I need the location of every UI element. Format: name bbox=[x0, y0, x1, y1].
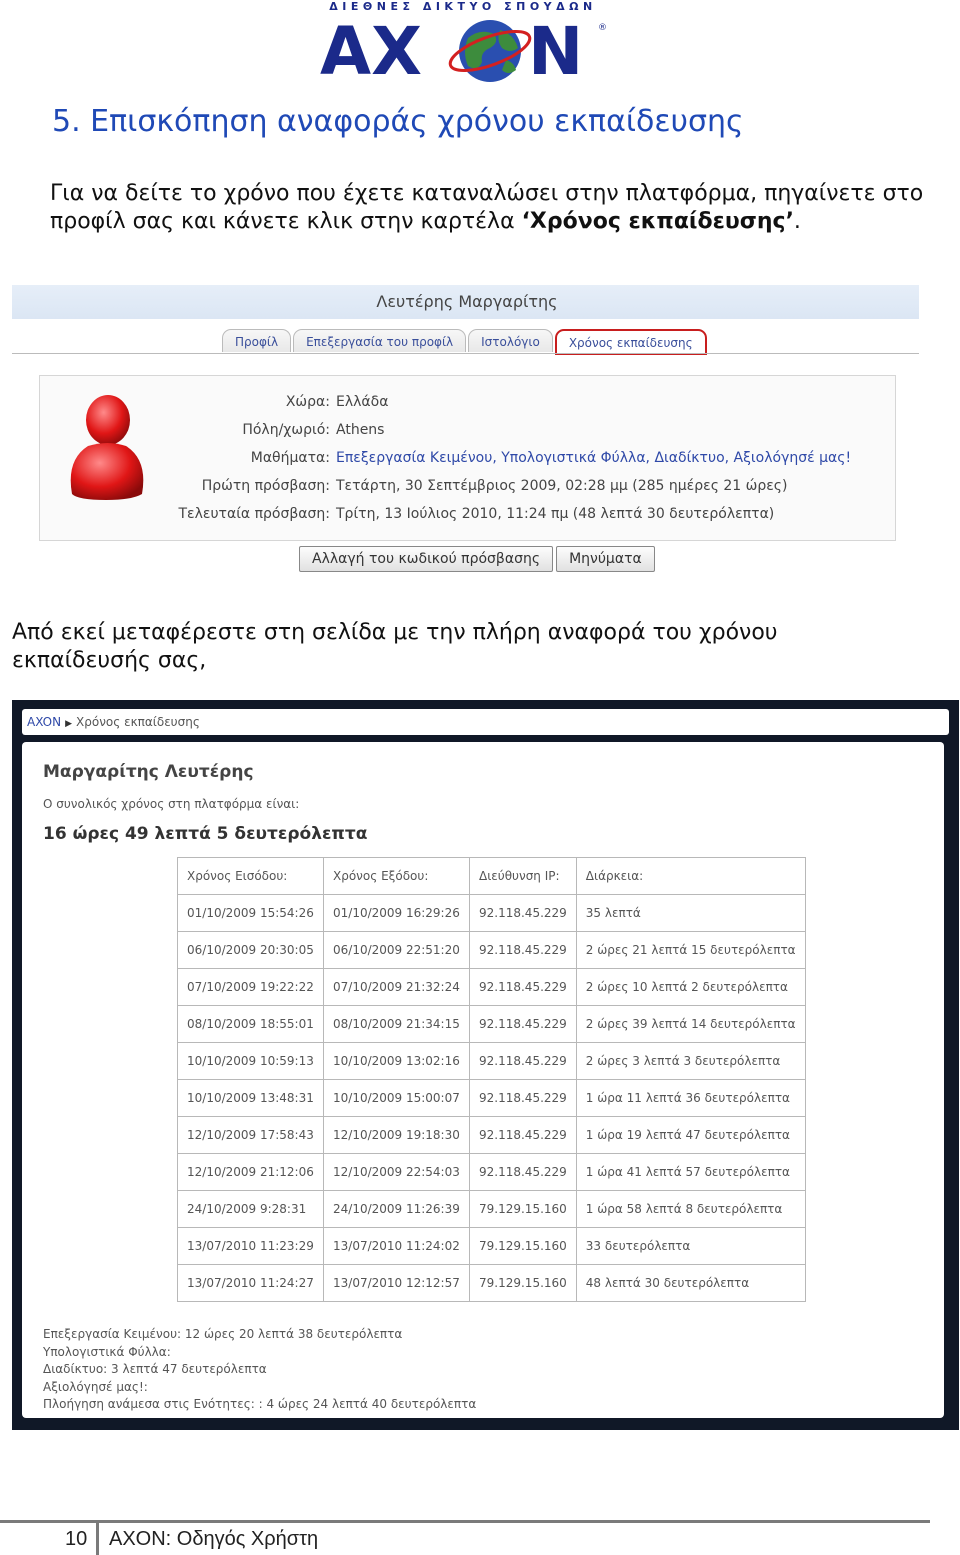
profile-row-first-access bbox=[40, 478, 787, 494]
intro-paragraph bbox=[50, 180, 930, 236]
login-time-cell: 24/10/2009 9:28:31 bbox=[178, 1191, 324, 1228]
duration-cell: 1 ώρα 41 λεπτά 57 δευτερόλεπτα bbox=[576, 1154, 805, 1191]
first-access-value: Τετάρτη, 30 Σεπτέμβριος 2009, 02:28 μμ (285 ημέρες 21 ώρες) bbox=[336, 478, 788, 494]
table-row bbox=[178, 1191, 806, 1228]
logout-time-cell: 07/10/2009 21:32:24 bbox=[324, 969, 470, 1006]
intro-bold-tab-name: ‘Χρόνος εκπαίδευσης’ bbox=[521, 209, 794, 234]
summary-line-navigation: Πλοήγηση ανάμεσα στις Ενότητες: : 4 ώρες 24 λεπτά 40 δευτερόλεπτα bbox=[43, 1397, 477, 1411]
country-value: Ελλάδα bbox=[336, 394, 389, 410]
section-title: 5. Επισκόπηση αναφοράς χρόνου εκπαίδευσης bbox=[52, 104, 744, 139]
ip-address-cell: 92.118.45.229 bbox=[470, 969, 577, 1006]
login-time-cell: 12/10/2009 17:58:43 bbox=[178, 1117, 324, 1154]
ip-address-cell: 79.129.15.160 bbox=[470, 1191, 577, 1228]
login-time-cell: 06/10/2009 20:30:05 bbox=[178, 932, 324, 969]
breadcrumb-items bbox=[27, 715, 200, 729]
ip-address-cell: 92.118.45.229 bbox=[470, 1117, 577, 1154]
logout-time-cell: 06/10/2009 22:51:20 bbox=[324, 932, 470, 969]
courses-links[interactable]: Επεξεργασία Κειμένου, Υπολογιστικά Φύλλα, Διαδίκτυο, Αξιολόγησέ μας! bbox=[336, 450, 852, 466]
column-header-login: Χρόνος Εισόδου: bbox=[178, 858, 324, 895]
profile-details-box bbox=[39, 375, 896, 541]
logout-time-cell: 24/10/2009 11:26:39 bbox=[324, 1191, 470, 1228]
session-log-table bbox=[177, 857, 806, 1302]
summary-line-spreadsheets: Υπολογιστικά Φύλλα: bbox=[43, 1344, 171, 1359]
tab-divider bbox=[12, 353, 919, 354]
login-time-cell: 08/10/2009 18:55:01 bbox=[178, 1006, 324, 1043]
last-access-label: Τελευταία πρόσβαση: bbox=[178, 506, 330, 522]
duration-cell: 2 ώρες 3 λεπτά 3 δευτερόλεπτα bbox=[576, 1043, 805, 1080]
tab-training-time[interactable]: Χρόνος εκπαίδευσης bbox=[555, 329, 707, 355]
login-time-cell: 13/07/2010 11:23:29 bbox=[178, 1228, 324, 1265]
table-row bbox=[178, 1228, 806, 1265]
ip-address-cell: 92.118.45.229 bbox=[470, 932, 577, 969]
report-screenshot bbox=[12, 700, 959, 1430]
report-panel bbox=[22, 742, 944, 1418]
table-row bbox=[178, 969, 806, 1006]
logout-time-cell: 12/10/2009 22:54:03 bbox=[324, 1154, 470, 1191]
logout-time-cell: 10/10/2009 13:02:16 bbox=[324, 1043, 470, 1080]
summary-line-word-processing: Επεξεργασία Κειμένου: 12 ώρες 20 λεπτά 38 δευτερόλεπτα bbox=[43, 1327, 403, 1341]
footer-title: AXON: Οδηγός Χρήστη bbox=[109, 1528, 319, 1550]
login-time-cell: 07/10/2009 19:22:22 bbox=[178, 969, 324, 1006]
logo-text-part1: AX bbox=[320, 13, 422, 88]
intro-text-end: . bbox=[793, 209, 801, 234]
transition-paragraph: Από εκεί μεταφέρεστε στη σελίδα με την πλήρη αναφορά του χρόνου εκπαίδευσής σας, bbox=[12, 620, 778, 673]
logo-graphic bbox=[318, 8, 608, 88]
login-time-cell: 10/10/2009 13:48:31 bbox=[178, 1080, 324, 1117]
messages-button[interactable]: Μηνύματα bbox=[556, 546, 655, 572]
profile-row-country bbox=[40, 394, 388, 410]
total-time-value: 16 ώρες 49 λεπτά 5 δευτερόλεπτα bbox=[43, 824, 368, 844]
duration-cell: 35 λεπτά bbox=[576, 895, 805, 932]
summary-line-internet: Διαδίκτυο: 3 λεπτά 47 δευτερόλεπτα bbox=[43, 1362, 267, 1376]
breadcrumb-home-link[interactable]: AXON bbox=[27, 715, 62, 729]
table-header-row bbox=[178, 858, 806, 895]
duration-cell: 48 λεπτά 30 δευτερόλεπτα bbox=[576, 1265, 805, 1302]
footer-rule bbox=[0, 1520, 930, 1523]
profile-row-courses bbox=[40, 450, 851, 466]
ip-address-cell: 92.118.45.229 bbox=[470, 895, 577, 932]
table-row bbox=[178, 1154, 806, 1191]
login-time-cell: 13/07/2010 11:24:27 bbox=[178, 1265, 324, 1302]
intro-text: Για να δείτε το χρόνο που έχετε καταναλώσει στην πλατφόρμα, πηγαίνετε στο προφίλ σας και κάνετε κλικ στην καρτέλα bbox=[50, 181, 924, 234]
table-row bbox=[178, 1080, 806, 1117]
logout-time-cell: 13/07/2010 11:24:02 bbox=[324, 1228, 470, 1265]
last-access-value: Τρίτη, 13 Ιούλιος 2010, 11:24 πμ (48 λεπτά 30 δευτερόλεπτα) bbox=[336, 506, 775, 522]
ip-address-cell: 92.118.45.229 bbox=[470, 1154, 577, 1191]
total-time-label: Ο συνολικός χρόνος στη πλατφόρμα είναι: bbox=[43, 797, 300, 811]
profile-row-last-access bbox=[40, 506, 774, 522]
axon-logo bbox=[318, 0, 618, 90]
city-value: Athens bbox=[336, 422, 385, 438]
courses-label: Μαθήματα: bbox=[250, 450, 330, 466]
duration-cell: 1 ώρα 11 λεπτά 36 δευτερόλεπτα bbox=[576, 1080, 805, 1117]
registered-mark: ® bbox=[598, 23, 607, 33]
footer-separator bbox=[96, 1522, 99, 1555]
change-password-button[interactable]: Αλλαγή του κωδικού πρόσβασης bbox=[299, 546, 553, 572]
city-label: Πόλη/χωριό: bbox=[242, 422, 330, 438]
logo-tagline: ΔΙΕΘΝΕΣ ΔΙΚΤΥΟ ΣΠΟΥΔΩΝ bbox=[329, 0, 597, 13]
column-header-logout: Χρόνος Εξόδου: bbox=[324, 858, 470, 895]
duration-cell: 33 δευτερόλεπτα bbox=[576, 1228, 805, 1265]
duration-cell: 2 ώρες 21 λεπτά 15 δευτερόλεπτα bbox=[576, 932, 805, 969]
ip-address-cell: 92.118.45.229 bbox=[470, 1080, 577, 1117]
table-row bbox=[178, 895, 806, 932]
table-row bbox=[178, 1117, 806, 1154]
logout-time-cell: 08/10/2009 21:34:15 bbox=[324, 1006, 470, 1043]
login-time-cell: 12/10/2009 21:12:06 bbox=[178, 1154, 324, 1191]
globe-icon bbox=[446, 20, 535, 82]
profile-row-city bbox=[40, 422, 384, 438]
breadcrumb-arrow-icon: ▶ bbox=[65, 719, 73, 729]
logout-time-cell: 12/10/2009 19:18:30 bbox=[324, 1117, 470, 1154]
column-header-duration: Διάρκεια: bbox=[576, 858, 805, 895]
duration-cell: 1 ώρα 19 λεπτά 47 δευτερόλεπτα bbox=[576, 1117, 805, 1154]
ip-address-cell: 92.118.45.229 bbox=[470, 1006, 577, 1043]
course-time-summary bbox=[43, 1326, 476, 1414]
table-row bbox=[178, 1265, 806, 1302]
duration-cell: 2 ώρες 39 λεπτά 14 δευτερόλεπτα bbox=[576, 1006, 805, 1043]
profile-tabs bbox=[222, 329, 709, 355]
table-row bbox=[178, 1006, 806, 1043]
profile-screenshot bbox=[12, 285, 919, 577]
profile-buttons bbox=[299, 546, 658, 572]
page-number: 10 bbox=[65, 1528, 88, 1550]
tab-profile[interactable]: Προφίλ bbox=[222, 329, 291, 352]
logout-time-cell: 13/07/2010 12:12:57 bbox=[324, 1265, 470, 1302]
first-access-label: Πρώτη πρόσβαση: bbox=[201, 478, 330, 494]
tab-edit-profile[interactable]: Επεξεργασία του προφίλ bbox=[293, 329, 466, 352]
logo-text-part2: N bbox=[528, 13, 584, 88]
ip-address-cell: 79.129.15.160 bbox=[470, 1228, 577, 1265]
summary-line-evaluation: Αξιολόγησέ μας!: bbox=[43, 1379, 148, 1394]
logout-time-cell: 01/10/2009 16:29:26 bbox=[324, 895, 470, 932]
column-header-ip: Διεύθυνση IP: bbox=[470, 858, 577, 895]
duration-cell: 1 ώρα 58 λεπτά 8 δευτερόλεπτα bbox=[576, 1191, 805, 1228]
duration-cell: 2 ώρες 10 λεπτά 2 δευτερόλεπτα bbox=[576, 969, 805, 1006]
tab-blog[interactable]: Ιστολόγιο bbox=[468, 329, 553, 352]
table-row bbox=[178, 932, 806, 969]
ip-address-cell: 92.118.45.229 bbox=[470, 1043, 577, 1080]
country-label: Χώρα: bbox=[285, 394, 330, 410]
login-time-cell: 10/10/2009 10:59:13 bbox=[178, 1043, 324, 1080]
profile-user-name: Λευτέρης Μαργαρίτης bbox=[376, 292, 558, 311]
logout-time-cell: 10/10/2009 15:00:07 bbox=[324, 1080, 470, 1117]
ip-address-cell: 79.129.15.160 bbox=[470, 1265, 577, 1302]
table-row bbox=[178, 1043, 806, 1080]
login-time-cell: 01/10/2009 15:54:26 bbox=[178, 895, 324, 932]
report-user-name: Μαργαρίτης Λευτέρης bbox=[43, 762, 254, 782]
breadcrumb-current: Χρόνος εκπαίδευσης bbox=[76, 715, 200, 729]
breadcrumb bbox=[22, 709, 949, 735]
